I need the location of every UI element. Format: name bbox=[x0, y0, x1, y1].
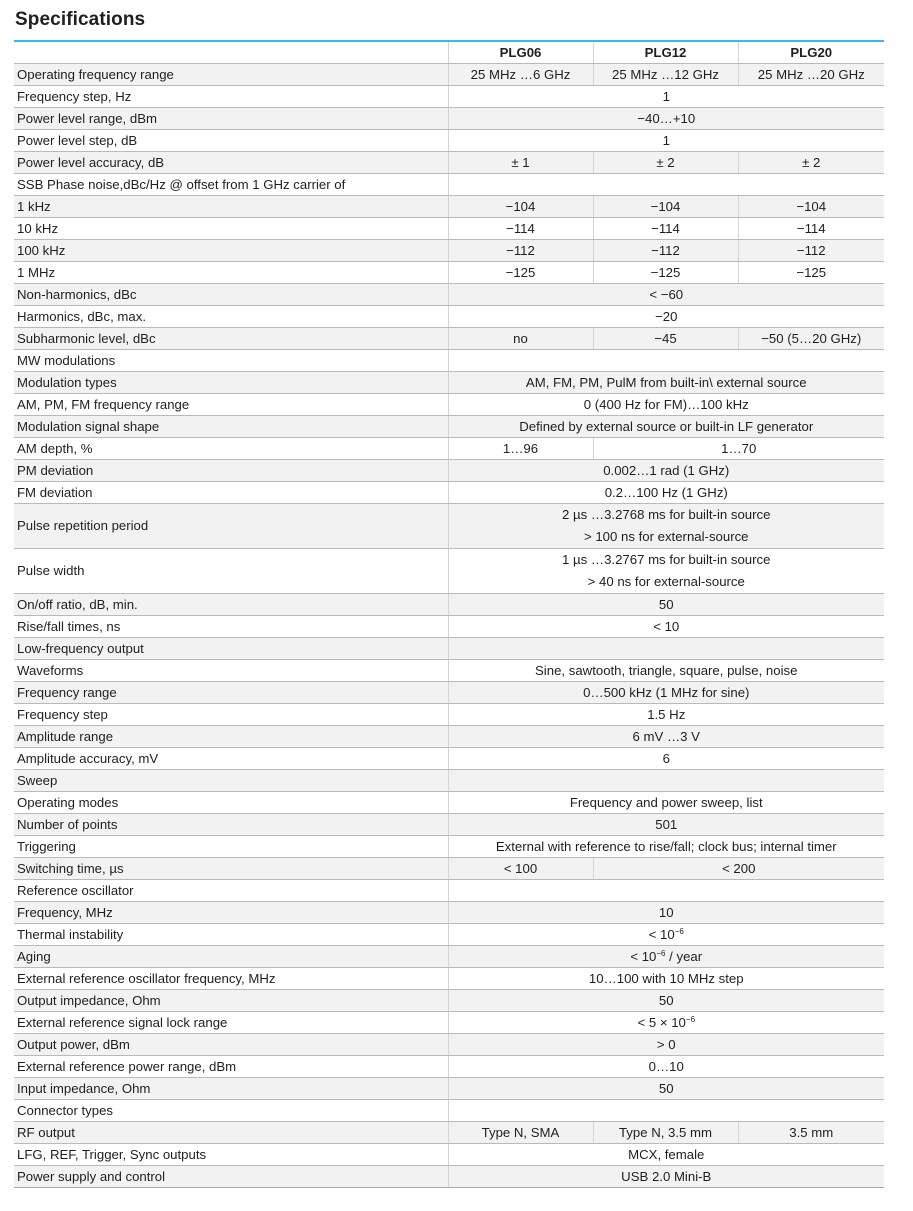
table-row bbox=[14, 1100, 884, 1122]
table-row bbox=[14, 946, 884, 968]
row-label: Rise/fall times, ns bbox=[14, 616, 448, 638]
value-cell bbox=[448, 858, 593, 880]
value-cell bbox=[448, 152, 593, 174]
row-label: Thermal instability bbox=[14, 924, 448, 946]
value-cell bbox=[448, 880, 884, 902]
value-cell bbox=[448, 814, 884, 836]
value-text: −104 bbox=[505, 199, 536, 214]
table-row bbox=[14, 284, 884, 306]
value-text: 0…10 bbox=[648, 1059, 684, 1074]
value-text: MCX, female bbox=[628, 1147, 705, 1162]
table-row bbox=[14, 108, 884, 130]
row-label: Output power, dBm bbox=[14, 1034, 448, 1056]
value-text: −40…+10 bbox=[637, 111, 696, 126]
value-cell bbox=[738, 328, 884, 350]
value-text: 6 bbox=[662, 751, 670, 766]
value-cell bbox=[448, 262, 593, 284]
row-label: Amplitude range bbox=[14, 726, 448, 748]
value-cell bbox=[448, 792, 884, 814]
value-text: USB 2.0 Mini-B bbox=[621, 1169, 712, 1184]
table-row bbox=[14, 1144, 884, 1166]
value-text: −125 bbox=[650, 265, 681, 280]
value-cell bbox=[448, 86, 884, 108]
header-label-cell bbox=[14, 42, 448, 64]
table-row bbox=[14, 836, 884, 858]
table-row bbox=[14, 482, 884, 504]
value-text: 501 bbox=[655, 817, 678, 832]
row-label: External reference power range, dBm bbox=[14, 1056, 448, 1078]
table-row bbox=[14, 174, 884, 196]
value-text: −20 bbox=[655, 309, 678, 324]
value-text-line-2: > 40 ns for external-source bbox=[587, 574, 745, 589]
value-text: 25 MHz …6 GHz bbox=[470, 67, 571, 82]
table-row bbox=[14, 1012, 884, 1034]
column-header-plg12: PLG12 bbox=[593, 42, 738, 64]
row-label: 1 MHz bbox=[14, 262, 448, 284]
row-label: LFG, REF, Trigger, Sync outputs bbox=[14, 1144, 448, 1166]
table-row bbox=[14, 218, 884, 240]
row-label: External reference signal lock range bbox=[14, 1012, 448, 1034]
row-label: Frequency step bbox=[14, 704, 448, 726]
row-label: Power level accuracy, dB bbox=[14, 152, 448, 174]
value-text: External with reference to rise/fall; clock bus; internal timer bbox=[495, 839, 837, 854]
value-cell bbox=[738, 196, 884, 218]
table-row bbox=[14, 902, 884, 924]
value-cell bbox=[738, 218, 884, 240]
table-row bbox=[14, 1056, 884, 1078]
value-cell bbox=[448, 350, 884, 372]
table-row bbox=[14, 968, 884, 990]
table-row bbox=[14, 704, 884, 726]
row-label: Connector types bbox=[14, 1100, 448, 1122]
value-exponent: −6 bbox=[685, 1015, 696, 1024]
table-row bbox=[14, 372, 884, 394]
value-text: −112 bbox=[796, 243, 826, 258]
table-header-row bbox=[14, 42, 884, 64]
value-text: −45 bbox=[654, 331, 677, 346]
value-text-line-2: > 100 ns for external-source bbox=[583, 529, 749, 544]
value-cell bbox=[448, 836, 884, 858]
value-text: < 10 bbox=[653, 619, 680, 634]
value-text: < 5 × 10 bbox=[637, 1015, 686, 1030]
specifications-table bbox=[14, 42, 884, 1188]
value-text: 0 (400 Hz for FM)…100 kHz bbox=[583, 397, 749, 412]
row-label: On/off ratio, dB, min. bbox=[14, 594, 448, 616]
row-label: External reference oscillator frequency, MHz bbox=[14, 968, 448, 990]
value-cell bbox=[448, 770, 884, 792]
value-cell bbox=[448, 284, 884, 306]
value-text: 0.2…100 Hz (1 GHz) bbox=[604, 485, 728, 500]
row-label: SSB Phase noise,dBc/Hz @ offset from 1 GHz carrier of bbox=[14, 174, 448, 196]
value-cell bbox=[593, 328, 738, 350]
value-exponent: −6 bbox=[674, 927, 684, 936]
table-row bbox=[14, 549, 884, 594]
row-label: Waveforms bbox=[14, 660, 448, 682]
table-row bbox=[14, 814, 884, 836]
value-cell bbox=[448, 240, 593, 262]
value-cell bbox=[448, 1166, 884, 1188]
value-cell bbox=[448, 482, 884, 504]
row-label: RF output bbox=[14, 1122, 448, 1144]
table-row bbox=[14, 394, 884, 416]
table-row bbox=[14, 792, 884, 814]
value-text: 10…100 with 10 MHz step bbox=[588, 971, 744, 986]
value-text: 1 bbox=[662, 89, 670, 104]
value-cell bbox=[738, 262, 884, 284]
value-cell bbox=[738, 64, 884, 86]
value-text: Type N, SMA bbox=[481, 1125, 560, 1140]
row-label: Sweep bbox=[14, 770, 448, 792]
value-text: 50 bbox=[658, 993, 674, 1008]
table-row bbox=[14, 416, 884, 438]
value-text: −125 bbox=[505, 265, 536, 280]
row-label: Aging bbox=[14, 946, 448, 968]
value-cell bbox=[448, 968, 884, 990]
value-cell bbox=[448, 748, 884, 770]
value-text: AM, FM, PM, PulM from built-in\ external source bbox=[525, 375, 807, 390]
row-label: Triggering bbox=[14, 836, 448, 858]
column-header-plg20: PLG20 bbox=[738, 42, 884, 64]
value-text: −104 bbox=[796, 199, 827, 214]
row-label: FM deviation bbox=[14, 482, 448, 504]
row-label: Switching time, µs bbox=[14, 858, 448, 880]
row-label: Frequency range bbox=[14, 682, 448, 704]
value-cell bbox=[448, 946, 884, 968]
value-cell bbox=[448, 924, 884, 946]
value-text: 6 mV …3 V bbox=[632, 729, 700, 744]
value-text: 50 bbox=[658, 597, 674, 612]
row-label: AM depth, % bbox=[14, 438, 448, 460]
value-cell bbox=[593, 858, 884, 880]
table-row bbox=[14, 616, 884, 638]
value-cell bbox=[448, 460, 884, 482]
value-cell bbox=[448, 549, 884, 594]
table-row bbox=[14, 1034, 884, 1056]
value-cell bbox=[593, 196, 738, 218]
value-cell bbox=[448, 416, 884, 438]
table-row bbox=[14, 1078, 884, 1100]
value-cell bbox=[448, 196, 593, 218]
value-text: 3.5 mm bbox=[789, 1125, 834, 1140]
value-cell bbox=[448, 394, 884, 416]
value-text: < −60 bbox=[649, 287, 684, 302]
value-text: −114 bbox=[506, 221, 535, 236]
row-label: 10 kHz bbox=[14, 218, 448, 240]
value-cell bbox=[448, 372, 884, 394]
value-text: 1…96 bbox=[502, 441, 539, 456]
value-text: 2 µs …3.2768 ms for built-in source bbox=[562, 507, 771, 522]
value-text: −104 bbox=[650, 199, 681, 214]
value-cell bbox=[738, 240, 884, 262]
value-cell bbox=[448, 704, 884, 726]
value-suffix: / year bbox=[665, 949, 703, 964]
row-label: AM, PM, FM frequency range bbox=[14, 394, 448, 416]
value-text: 25 MHz …20 GHz bbox=[757, 67, 865, 82]
value-cell bbox=[448, 1056, 884, 1078]
value-cell bbox=[448, 504, 884, 549]
value-text: Defined by external source or built-in LF generator bbox=[519, 419, 814, 434]
table-row bbox=[14, 1122, 884, 1144]
value-cell bbox=[593, 64, 738, 86]
page-title: Specifications bbox=[15, 9, 146, 30]
table-row bbox=[14, 504, 884, 549]
value-text: 10 bbox=[658, 905, 674, 920]
value-cell bbox=[593, 262, 738, 284]
row-label: Power supply and control bbox=[14, 1166, 448, 1188]
table-row bbox=[14, 328, 884, 350]
table-row bbox=[14, 594, 884, 616]
value-cell bbox=[593, 152, 738, 174]
value-text: Type N, 3.5 mm bbox=[618, 1125, 713, 1140]
column-header-plg06: PLG06 bbox=[448, 42, 593, 64]
value-cell bbox=[738, 152, 884, 174]
table-row bbox=[14, 748, 884, 770]
value-exponent: −6 bbox=[656, 949, 666, 958]
value-cell bbox=[448, 1034, 884, 1056]
value-cell bbox=[448, 1012, 884, 1034]
value-cell bbox=[448, 682, 884, 704]
value-cell bbox=[448, 130, 884, 152]
row-label: Operating frequency range bbox=[14, 64, 448, 86]
value-cell bbox=[448, 594, 884, 616]
table-row bbox=[14, 770, 884, 792]
value-text: ± 1 bbox=[511, 155, 530, 170]
value-text: ± 2 bbox=[656, 155, 675, 170]
value-cell bbox=[448, 660, 884, 682]
value-text: 25 MHz …12 GHz bbox=[612, 67, 719, 82]
value-cell bbox=[448, 1144, 884, 1166]
table-row bbox=[14, 86, 884, 108]
value-text: 1…70 bbox=[721, 441, 757, 456]
value-cell bbox=[448, 1078, 884, 1100]
value-cell bbox=[448, 1122, 593, 1144]
value-text: 50 bbox=[658, 1081, 674, 1096]
table-row bbox=[14, 858, 884, 880]
value-cell bbox=[448, 726, 884, 748]
value-text: −125 bbox=[796, 265, 827, 280]
row-label: Reference oscillator bbox=[14, 880, 448, 902]
row-label: Input impedance, Ohm bbox=[14, 1078, 448, 1100]
table-row bbox=[14, 196, 884, 218]
table-row bbox=[14, 438, 884, 460]
table-row bbox=[14, 660, 884, 682]
table-row bbox=[14, 682, 884, 704]
table-row bbox=[14, 64, 884, 86]
value-cell bbox=[738, 1122, 884, 1144]
value-text: ± 2 bbox=[802, 155, 821, 170]
value-cell bbox=[448, 990, 884, 1012]
table-row bbox=[14, 1166, 884, 1188]
value-cell bbox=[448, 1100, 884, 1122]
table-row bbox=[14, 726, 884, 748]
row-label: Modulation signal shape bbox=[14, 416, 448, 438]
value-text: no bbox=[513, 331, 528, 346]
value-text: < 200 bbox=[722, 861, 756, 876]
value-text: 1 µs …3.2767 ms for built-in source bbox=[562, 552, 771, 567]
value-text: 0.002…1 rad (1 GHz) bbox=[603, 463, 730, 478]
row-label: Power level step, dB bbox=[14, 130, 448, 152]
row-label: 1 kHz bbox=[14, 196, 448, 218]
value-text: < 100 bbox=[503, 861, 538, 876]
table-row bbox=[14, 262, 884, 284]
row-label: 100 kHz bbox=[14, 240, 448, 262]
value-text: 0…500 kHz (1 MHz for sine) bbox=[583, 685, 750, 700]
row-label: Modulation types bbox=[14, 372, 448, 394]
row-label: Output impedance, Ohm bbox=[14, 990, 448, 1012]
table-body bbox=[14, 64, 884, 1188]
row-label: Low-frequency output bbox=[14, 638, 448, 660]
value-cell bbox=[448, 438, 593, 460]
value-text: < 10 bbox=[630, 949, 657, 964]
value-cell bbox=[448, 328, 593, 350]
row-label: Power level range, dBm bbox=[14, 108, 448, 130]
table-row bbox=[14, 924, 884, 946]
value-cell bbox=[448, 218, 593, 240]
table-row bbox=[14, 460, 884, 482]
table-row bbox=[14, 638, 884, 660]
row-label: Frequency step, Hz bbox=[14, 86, 448, 108]
value-text: < 10 bbox=[648, 927, 675, 942]
row-label: Subharmonic level, dBc bbox=[14, 328, 448, 350]
row-label: PM deviation bbox=[14, 460, 448, 482]
table-row bbox=[14, 350, 884, 372]
value-text: −112 bbox=[651, 243, 680, 258]
value-cell bbox=[593, 438, 884, 460]
table-row bbox=[14, 880, 884, 902]
value-text: 1.5 Hz bbox=[647, 707, 686, 722]
value-text: −114 bbox=[796, 221, 826, 236]
value-cell bbox=[593, 218, 738, 240]
table-row bbox=[14, 240, 884, 262]
table-row bbox=[14, 306, 884, 328]
value-text: 1 bbox=[662, 133, 670, 148]
row-label: Harmonics, dBc, max. bbox=[14, 306, 448, 328]
value-text: −50 (5…20 GHz) bbox=[761, 331, 862, 346]
row-label: MW modulations bbox=[14, 350, 448, 372]
row-label: Operating modes bbox=[14, 792, 448, 814]
row-label: Pulse width bbox=[14, 549, 448, 594]
value-cell bbox=[593, 1122, 738, 1144]
value-text: > 0 bbox=[656, 1037, 676, 1052]
value-cell bbox=[448, 174, 884, 196]
value-cell bbox=[448, 638, 884, 660]
value-cell bbox=[448, 902, 884, 924]
table-row bbox=[14, 152, 884, 174]
value-cell bbox=[593, 240, 738, 262]
row-label: Pulse repetition period bbox=[14, 504, 448, 549]
value-cell bbox=[448, 306, 884, 328]
value-text: −114 bbox=[651, 221, 680, 236]
row-label: Number of points bbox=[14, 814, 448, 836]
value-text: Sine, sawtooth, triangle, square, pulse, noise bbox=[535, 663, 798, 678]
table-row bbox=[14, 990, 884, 1012]
value-cell bbox=[448, 616, 884, 638]
value-text: −112 bbox=[506, 243, 535, 258]
value-text: Frequency and power sweep, list bbox=[569, 795, 763, 810]
row-label: Frequency, MHz bbox=[14, 902, 448, 924]
row-label: Amplitude accuracy, mV bbox=[14, 748, 448, 770]
row-label: Non-harmonics, dBc bbox=[14, 284, 448, 306]
value-cell bbox=[448, 108, 884, 130]
table-row bbox=[14, 130, 884, 152]
value-cell bbox=[448, 64, 593, 86]
